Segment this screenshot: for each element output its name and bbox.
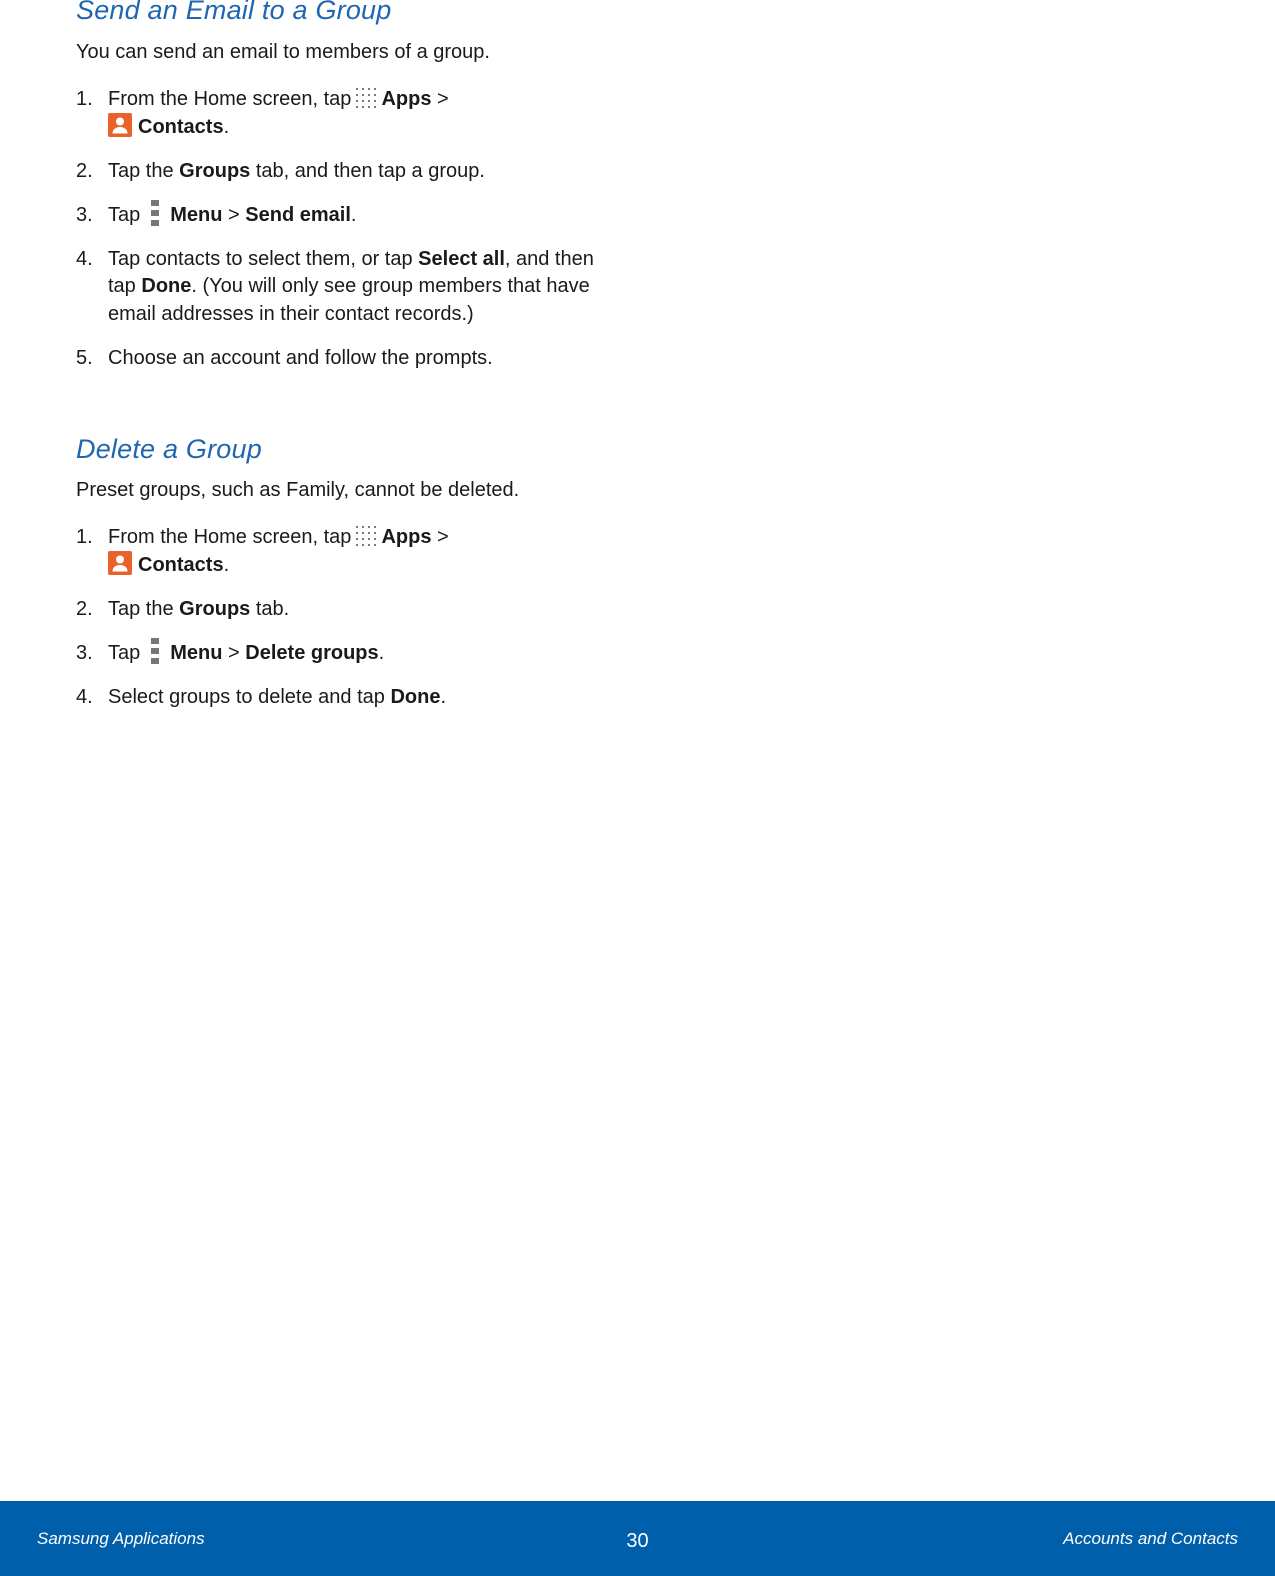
apps-label: Apps: [381, 526, 432, 548]
step-text: tab.: [255, 597, 290, 620]
apps-grid-icon: [353, 85, 379, 111]
select-all-label: Select all: [418, 247, 505, 270]
step-text: Select groups to delete and tap: [108, 685, 385, 708]
list-item: [76, 202, 596, 230]
apps-label: Apps: [381, 88, 432, 110]
step-text-end: .: [223, 553, 230, 576]
groups-label: Groups: [179, 159, 251, 182]
steps-list-send-email: [76, 86, 596, 389]
menu-dots-icon: [150, 637, 160, 665]
list-item: [76, 246, 596, 329]
list-item: [76, 345, 596, 373]
contacts-label: Contacts: [138, 115, 224, 138]
step-number: 1.: [76, 88, 93, 110]
step-text: tab, and then tap a group.: [255, 159, 485, 182]
step-text: Choose an account and follow the prompts.: [108, 346, 493, 369]
step-text-end: .: [350, 203, 357, 226]
apps-grid-icon: [353, 523, 379, 549]
separator: >: [228, 203, 240, 226]
step-text: , and then tap: [108, 247, 594, 297]
list-item: [76, 684, 596, 712]
section-heading-delete-group: Delete a Group: [76, 434, 262, 464]
list-item: [76, 640, 596, 668]
step-number: 2.: [76, 597, 93, 620]
step-text: Tap: [108, 641, 141, 664]
list-item: [76, 524, 596, 579]
step-number: 1.: [76, 526, 93, 548]
step-text-end: .: [223, 115, 230, 138]
footer-section-title: Samsung Applications: [37, 1529, 205, 1548]
menu-label: Menu: [170, 203, 223, 226]
page-footer: [0, 1501, 1275, 1576]
step-text: Tap the: [108, 597, 174, 620]
steps-list-delete-group: [76, 524, 596, 728]
step-text: Tap contacts to select them, or tap: [108, 247, 413, 270]
step-text: Tap the: [108, 159, 174, 182]
delete-groups-label: Delete groups: [245, 641, 379, 664]
footer-chapter-title: Accounts and Contacts: [1063, 1529, 1238, 1548]
contacts-label: Contacts: [138, 553, 224, 576]
done-label: Done: [141, 275, 192, 297]
section-intro-send-email: You can send an email to members of a group.: [76, 41, 490, 63]
separator: >: [437, 88, 449, 110]
done-label: Done: [390, 685, 441, 708]
menu-dots-icon: [150, 199, 160, 227]
separator: >: [437, 526, 449, 548]
step-number: 4.: [76, 685, 93, 708]
contacts-icon: [108, 551, 132, 575]
step-text: From the Home screen, tap: [108, 526, 352, 548]
step-text-end: .: [378, 641, 385, 664]
groups-label: Groups: [179, 597, 251, 620]
separator: >: [228, 641, 240, 664]
step-text-end: .: [440, 685, 446, 708]
list-item: [76, 86, 596, 141]
section-heading-send-email: Send an Email to a Group: [76, 0, 392, 25]
send-email-label: Send email: [245, 203, 351, 226]
section-intro-delete-group: Preset groups, such as Family, cannot be deleted.: [76, 479, 520, 501]
contacts-icon: [108, 113, 132, 137]
step-text: From the Home screen, tap: [108, 88, 352, 110]
step-text: . (You will only see group members that have email addresses in their contact records.): [108, 275, 590, 325]
step-number: 2.: [76, 159, 93, 182]
step-text: Tap: [108, 203, 141, 226]
step-number: 3.: [76, 203, 93, 226]
menu-label: Menu: [170, 641, 223, 664]
list-item: [76, 158, 596, 186]
list-item: [76, 596, 596, 624]
page-number: 30: [626, 1530, 649, 1552]
step-number: 5.: [76, 346, 93, 369]
step-number: 3.: [76, 641, 93, 664]
step-number: 4.: [76, 247, 93, 270]
